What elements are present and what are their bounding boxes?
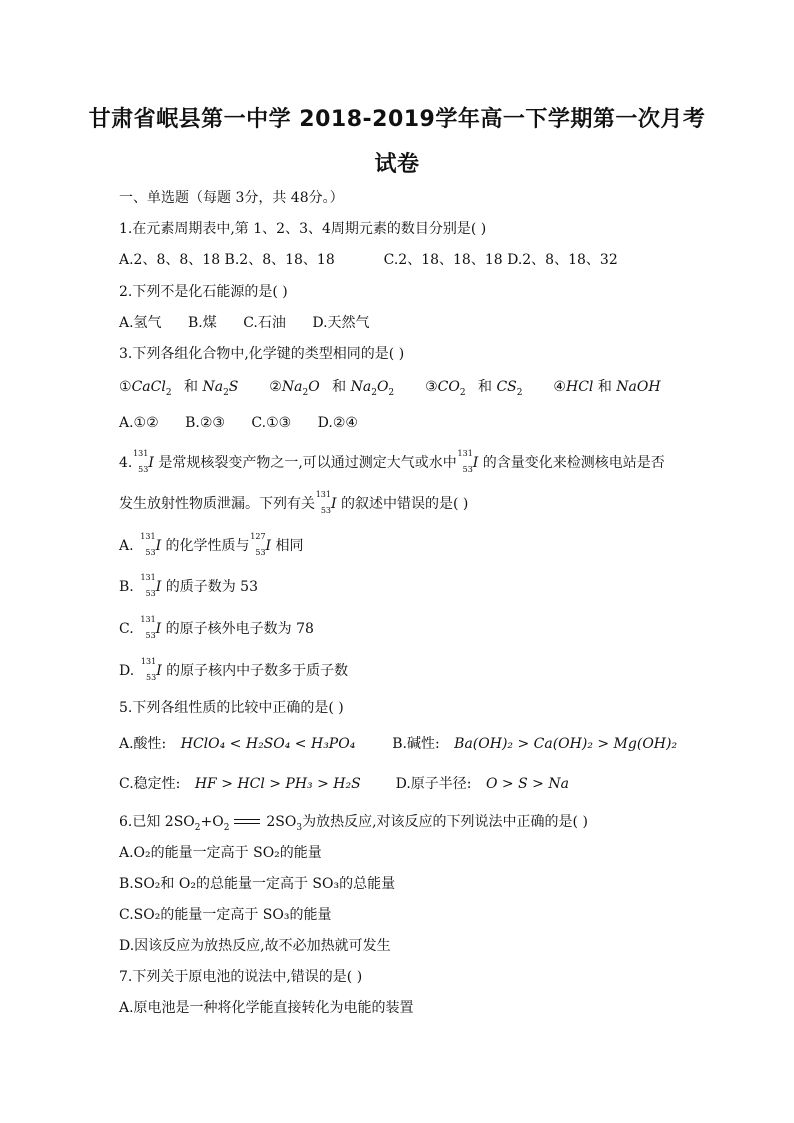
element: I	[155, 579, 162, 595]
question-5-stem: 5.下列各组性质的比较中正确的是( )	[119, 700, 344, 716]
option-d: D.②④	[317, 415, 358, 431]
question-6-option-a: A.O₂的能量一定高于 SO₂的能量	[119, 845, 322, 861]
connector: 和	[478, 379, 493, 395]
atomic-number: 53	[255, 548, 266, 557]
atomic-number: 53	[145, 631, 156, 640]
group-4-marker: ④	[553, 379, 566, 395]
question-4-option-b	[119, 573, 258, 598]
question-4-stem-line2	[119, 490, 469, 515]
question-3-groups	[119, 376, 661, 398]
question-5-options-cd	[119, 773, 569, 793]
connector: 和	[332, 379, 347, 395]
question-6-option-c: C.SO₂的能量一定高于 SO₃的能量	[119, 907, 332, 923]
option-c-label: C.稳定性:	[119, 776, 181, 792]
question-3-options	[119, 415, 358, 431]
question-4-option-a	[119, 532, 304, 557]
option-a-label: A.酸性:	[119, 736, 167, 752]
option-a: A.氢气	[119, 315, 162, 331]
option-d-label: D.原子半径:	[395, 776, 472, 792]
mass-number: 131	[457, 449, 473, 458]
option-label: A.	[119, 538, 134, 554]
nuclide-symbol	[140, 657, 157, 682]
option-cd: C.2、18、18、18 D.2、8、18、32	[383, 252, 618, 268]
option-a: A.①②	[119, 415, 159, 431]
mass-number: 131	[140, 532, 156, 541]
option-c-expression: HF > HCl > PH₃ > H₂S	[194, 776, 361, 792]
mass-number: 131	[133, 449, 149, 458]
mass-number: 131	[140, 657, 157, 666]
question-5-options-ab	[119, 733, 677, 753]
element: I	[155, 621, 162, 637]
nuclide-symbol	[140, 532, 156, 557]
subscript: 2	[388, 387, 395, 398]
formula: NaOH	[616, 379, 661, 395]
group-1-marker: ①	[119, 379, 132, 395]
text: 是常规核裂变产物之一,可以通过测定大气或水中	[158, 455, 457, 471]
question-2-options	[119, 312, 370, 332]
nuclide-symbol	[315, 490, 331, 515]
option-c: C.①③	[251, 415, 292, 431]
option-label: D.	[119, 663, 135, 679]
mass-number: 127	[250, 532, 266, 541]
option-ab: A.2、8、8、18 B.2、8、18、18	[119, 252, 335, 268]
subscript: 2	[516, 387, 523, 398]
connector: 和	[597, 379, 612, 395]
text: 6.已知 2SO	[119, 814, 195, 830]
option-b: B.煤	[188, 315, 217, 331]
group-2-marker: ②	[269, 379, 282, 395]
question-6-stem: 6.已知 $2SO_2+O_2$ $2SO_3$为放热反应,对该反应的下列说法中正确的是( )	[119, 814, 588, 833]
formula: O	[376, 379, 389, 395]
text: 相同	[275, 538, 304, 554]
option-a-expression: HClO₄ < H₂SO₄ < H₃PO₄	[180, 736, 356, 752]
element: I	[331, 496, 337, 512]
page-title: 甘肃省岷县第一中学 2018-2019学年高一下学期第一次月考	[88, 107, 706, 132]
group-3-marker: ③	[425, 379, 438, 395]
option-d: D.天然气	[312, 315, 370, 331]
page-subtitle: 试卷	[374, 152, 420, 177]
formula: Na	[281, 379, 303, 395]
formula: CS	[496, 379, 517, 395]
text: 发生放射性物质泄漏。下列有关	[119, 496, 315, 512]
question-6-option-b: B.SO₂和 O₂的总能量一定高于 SO₃的总能量	[119, 876, 396, 892]
formula: CO	[437, 379, 460, 395]
text: 的原子核内中子数多于质子数	[166, 663, 349, 679]
nuclide-symbol	[250, 532, 266, 557]
connector: 和	[184, 379, 198, 395]
text: 2SO	[266, 814, 297, 830]
nuclide-symbol	[140, 615, 156, 640]
subscript: 2	[459, 387, 466, 398]
element: I	[148, 455, 154, 471]
question-3-stem: 3.下列各组化合物中,化学键的类型相同的是( )	[119, 346, 405, 362]
question-7-option-a: A.原电池是一种将化学能直接转化为电能的装置	[119, 1000, 414, 1016]
formula: O	[308, 379, 320, 395]
text: +O	[200, 814, 224, 830]
option-b-label: B.碱性:	[392, 736, 440, 752]
formula: Na	[350, 379, 372, 395]
atomic-number: 53	[462, 465, 473, 474]
question-7-stem: 7.下列关于原电池的说法中,错误的是( )	[119, 969, 363, 985]
atomic-number: 53	[145, 548, 156, 557]
question-4-stem-line1	[119, 449, 665, 474]
option-label: C.	[119, 621, 134, 637]
question-1-stem: 1.在元素周期表中,第 1、2、3、4周期元素的数目分别是( )	[119, 221, 487, 237]
mass-number: 131	[315, 490, 331, 499]
formula: HCl	[565, 379, 594, 395]
equilibrium-arrow-icon	[234, 817, 262, 827]
option-c: C.石油	[243, 315, 286, 331]
atomic-number: 53	[320, 506, 331, 515]
text: 的质子数为 53	[165, 579, 258, 595]
atomic-number: 53	[146, 673, 157, 682]
subscript: 2	[302, 387, 309, 398]
formula: S	[228, 379, 239, 395]
mass-number: 131	[140, 573, 156, 582]
atomic-number: 53	[138, 465, 149, 474]
question-1-options	[119, 249, 618, 269]
question-2-stem: 2.下列不是化石能源的是( )	[119, 284, 288, 300]
mass-number: 131	[140, 615, 156, 624]
option-b: B.②③	[185, 415, 225, 431]
nuclide-symbol	[132, 449, 149, 474]
nuclide-symbol	[457, 449, 473, 474]
subscript: 2	[165, 387, 172, 398]
option-label: B.	[119, 579, 134, 595]
formula: Na	[202, 379, 224, 395]
option-d-expression: O > S > Na	[485, 776, 569, 792]
text: 的叙述中错误的是( )	[340, 496, 469, 512]
question-number: 4.	[119, 455, 133, 471]
section-heading: 一、单选题（每题 3分，共 48分。）	[119, 190, 344, 206]
text: 的化学性质与	[165, 538, 250, 554]
nuclide-symbol	[140, 573, 156, 598]
option-b-expression: Ba(OH)₂ > Ca(OH)₂ > Mg(OH)₂	[454, 736, 678, 752]
element: I	[472, 455, 479, 471]
element: I	[156, 663, 162, 679]
text: 的原子核外电子数为 78	[165, 621, 314, 637]
question-6-option-d: D.因该反应为放热反应,故不必加热就可发生	[119, 938, 391, 954]
element: I	[155, 538, 162, 554]
text: 为放热反应,对该反应的下列说法中正确的是( )	[302, 814, 588, 830]
formula: CaCl	[131, 379, 166, 395]
subscript: 2	[371, 387, 377, 398]
question-4-option-c	[119, 615, 314, 640]
element: I	[265, 538, 272, 554]
subscript: 2	[223, 387, 229, 398]
text: 的含量变化来检测核电站是否	[482, 455, 665, 471]
atomic-number: 53	[145, 589, 156, 598]
question-4-option-d	[119, 657, 349, 682]
